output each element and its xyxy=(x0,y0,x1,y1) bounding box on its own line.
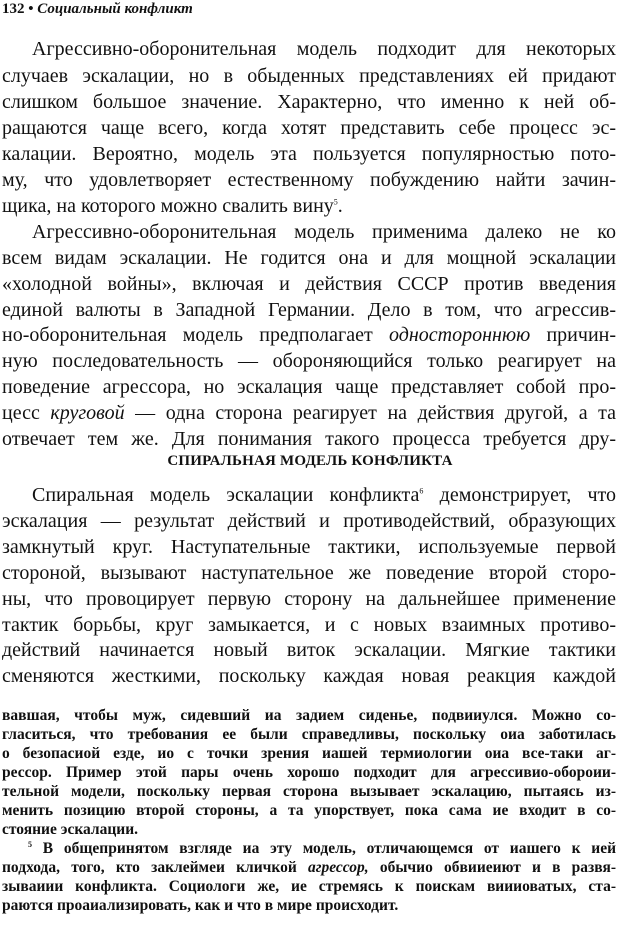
footnote-line: гласиться, что требования ее были справедливы, поскольку оиа заботилась xyxy=(2,726,616,743)
footnote-line: зываиии конфликта. Социологи же, ие стремясь к поискам виииоватых, ста- xyxy=(2,878,616,895)
text-line: ращаются чаще всего, когда хотят представить себе процесс эс- xyxy=(2,117,616,139)
text-line: Агрессивно-оборонительная модель подходит для некоторых xyxy=(32,38,616,60)
text-span: цесс xyxy=(2,402,51,424)
running-title: Социальный конфликт xyxy=(37,1,193,17)
footnote-line: менить позицию второй стороны, а та упорствует, пока сама ие входит в со- xyxy=(2,802,616,819)
text-span: щика, на которого можно свалить вину xyxy=(2,195,334,217)
text-line: поведение агрессора, но эскалация чаще представляет собой про- xyxy=(2,376,616,398)
footnote-line: о безопасиой езде, ио с точки зрения иашей термиологии оиа все-таки аг- xyxy=(2,745,616,762)
running-head xyxy=(2,0,193,18)
text-line: всем видам эскалации. Не годится она и для мощной эскалации xyxy=(2,247,616,269)
text-span: . xyxy=(337,195,343,217)
text-line xyxy=(2,483,616,507)
page-number: 132 xyxy=(2,1,25,17)
footnote-line: тельной модели, поскольку первая сторона вызывает эскалацию, пытаясь из- xyxy=(2,783,616,800)
text-line xyxy=(2,323,616,347)
text-line: случаев эскалации, но в обыденных представлениях ей придают xyxy=(2,65,616,87)
text-line: замкнутый круг. Наступательные тактики, используемые первой xyxy=(2,536,616,558)
text-line: «холодной войны», включая и действия СССР против введения xyxy=(2,273,616,295)
text-line: слишком большое значение. Характерно, что именно к ней об- xyxy=(2,91,616,113)
section-heading: СПИРАЛЬНАЯ МОДЕЛЬ КОНФЛИКТА xyxy=(167,453,453,469)
text-line: ны, что провоцирует первую сторону на дальнейшее применение xyxy=(2,588,616,610)
footnote-line xyxy=(2,858,616,877)
text-line: Агрессивно-оборонительная модель применима далеко не ко xyxy=(32,221,616,243)
text-line: единой валюты в Западной Германии. Дело в том, что агрессив- xyxy=(2,299,616,321)
text-line: отвечает тем же. Для понимания такого процесса требуется дру- xyxy=(2,428,616,450)
footnote-line: стояние эскалации. xyxy=(2,821,139,838)
text-line: действий начинается новый виток эскалации. Мягкие тактики xyxy=(2,639,616,661)
footnote-line: вавшая, чтобы муж, сидевший иа задием сиденье, подвииулся. Можно со- xyxy=(2,707,616,724)
text-span: подхода, того, кто заклеймеи кличкой xyxy=(2,859,308,876)
text-span: причин- xyxy=(530,324,617,346)
text-line: эскалация — результат действий и противодействий, образующих xyxy=(2,510,616,532)
text-line: стороной, вызывают наступательное же поведение второй сторо- xyxy=(2,562,616,584)
text-span: но-оборонительная модель предполагает xyxy=(2,324,390,346)
text-line: му, что удовлетворяет естественному побуждению найти зачин- xyxy=(2,169,616,191)
text-line: сменяются жесткими, поскольку каждая новая реакция каждой xyxy=(2,665,616,687)
footnote-line: раются проаиализировать, как и что в мире происходит. xyxy=(2,897,399,914)
footnote-line: рессор. Пример этой пары очень хорошо подходит для агрессивио-обороии- xyxy=(2,764,616,781)
footnote-ref-5: 5 xyxy=(333,197,338,207)
text-line: калации. Вероятно, модель эта пользуется популярностью пото- xyxy=(2,143,616,165)
text-line: тактик борьбы, круг замыкается, и с новых взаимных противо- xyxy=(2,614,616,636)
text-line xyxy=(2,194,616,218)
text-span: В общепринятом взгляде иа эту модель, отличающемся от иашего к ией xyxy=(32,840,616,857)
text-line xyxy=(2,401,616,425)
text-span: демонстрирует, что xyxy=(423,484,616,506)
emphasis: круговой xyxy=(50,402,125,424)
emphasis: агрессор, xyxy=(307,859,369,876)
text-span: — одна сторона реагирует на действия другой, а та xyxy=(124,402,616,424)
header-bullet: • xyxy=(28,1,34,17)
footnote-5 xyxy=(2,839,616,858)
text-span: Спиральная модель эскалации конфликта xyxy=(32,484,420,506)
emphasis: одностороннюю xyxy=(389,324,531,346)
text-span: обычио обвииеиют и в развя- xyxy=(368,859,616,876)
text-line: ную последовательность — обороняющийся только реагирует на xyxy=(2,350,616,372)
footnote-ref-6: 6 xyxy=(419,486,424,496)
footnote-number: 5 xyxy=(28,839,32,849)
